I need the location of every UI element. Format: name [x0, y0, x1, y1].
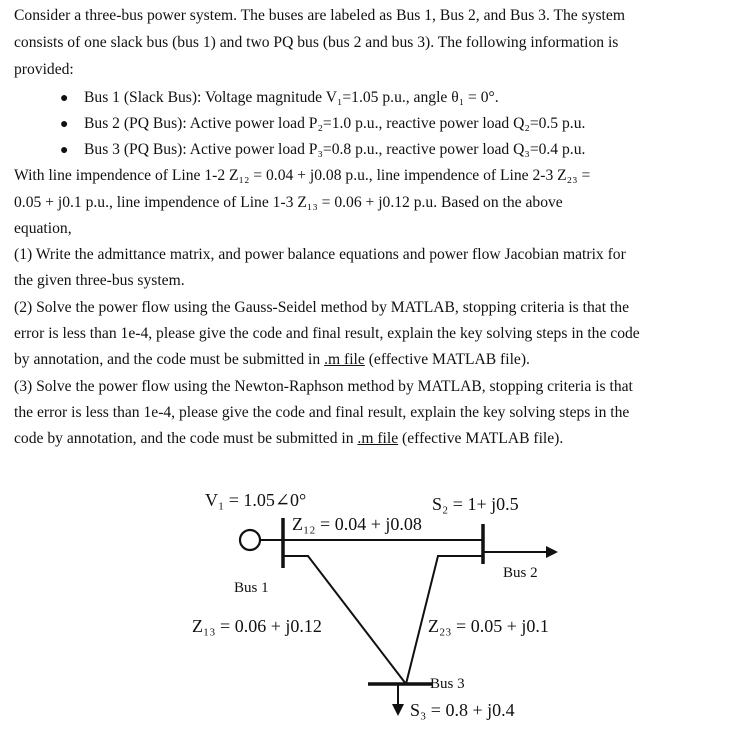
question-2-line-3-pre: by annotation, and the code must be submitted in [14, 351, 325, 368]
question-2-line-3-post: (effective MATLAB file). [364, 351, 530, 368]
impedance-line-1: With line impendence of Line 1-2 Z₁₂ = 0.04 + j0.08 p.u., line impendence of Line 2-3 Z₂₃ = [14, 167, 591, 184]
question-3-line-3-post: (effective MATLAB file). [398, 430, 564, 447]
bullet-bus2 [60, 114, 585, 135]
z12-label: Z₁₂ = 0.04 + j0.08 [292, 514, 422, 534]
bullet-text: Bus 2 (PQ Bus): Active power load P₂=1.0 p.u., reactive power load Q₂=0.5 p.u. [84, 115, 586, 132]
s2-label: S₂ = 1+ j0.5 [432, 494, 519, 514]
intro-line-3: provided: [14, 61, 74, 78]
question-3-line-2: the error is less than 1e-4, please give the code and final result, explain the key solving steps in the [14, 404, 630, 421]
z23-label: Z₂₃ = 0.05 + j0.1 [428, 616, 549, 636]
impedance-line-3: equation, [14, 220, 72, 237]
bus2-label: Bus 2 [503, 565, 538, 581]
question-3-line-3 [14, 429, 563, 449]
bus2-load-arrow-icon [546, 546, 558, 558]
generator-icon [240, 530, 260, 550]
s3-label: S₃ = 0.8 + j0.4 [410, 700, 515, 720]
bus1-label: Bus 1 [234, 580, 269, 596]
z13-label: Z₁₃ = 0.06 + j0.12 [192, 616, 322, 636]
bus3-label: Bus 3 [430, 676, 465, 692]
v1-label: V₁ = 1.05∠0° [205, 490, 307, 510]
question-3-line-3-pre: code by annotation, and the code must be submitted in [14, 430, 358, 447]
m-file-link: .m file [357, 430, 399, 447]
m-file-link: .m file [324, 351, 365, 368]
bullet-bus3 [60, 140, 585, 161]
three-bus-diagram [0, 480, 733, 742]
question-2-line-1: (2) Solve the power flow using the Gauss-Seidel method by MATLAB, stopping criteria is that the [14, 299, 629, 316]
intro-line-1: Consider a three-bus power system. The buses are labeled as Bus 1, Bus 2, and Bus 3. The system [14, 7, 625, 24]
impedance-line-2: 0.05 + j0.1 p.u., line impendence of Line 1-3 Z₁₃ = 0.06 + j0.12 p.u. Based on the above [14, 194, 563, 211]
bus3-load-arrow-icon [392, 704, 404, 716]
bullet-dot: ● [60, 117, 69, 132]
question-2-line-2: error is less than 1e-4, please give the code and final result, explain the key solving steps in the code [14, 325, 640, 342]
bullet-text: Bus 1 (Slack Bus): Voltage magnitude V₁=1.05 p.u., angle θ₁ = 0°. [84, 89, 499, 106]
question-1-line-2: the given three-bus system. [14, 272, 185, 289]
bullet-dot: ● [60, 143, 69, 158]
question-1-line-1: (1) Write the admittance matrix, and power balance equations and power flow Jacobian matrix for [14, 246, 626, 263]
bullet-dot: ● [60, 91, 69, 106]
intro-line-2: consists of one slack bus (bus 1) and two PQ bus (bus 2 and bus 3). The following information is [14, 34, 619, 51]
question-2-line-3 [14, 350, 530, 370]
question-3-line-1: (3) Solve the power flow using the Newton-Raphson method by MATLAB, stopping criteria is that [14, 378, 633, 395]
bullet-bus1 [60, 88, 499, 109]
bullet-text: Bus 3 (PQ Bus): Active power load P₃=0.8 p.u., reactive power load Q₃=0.4 p.u. [84, 141, 586, 158]
